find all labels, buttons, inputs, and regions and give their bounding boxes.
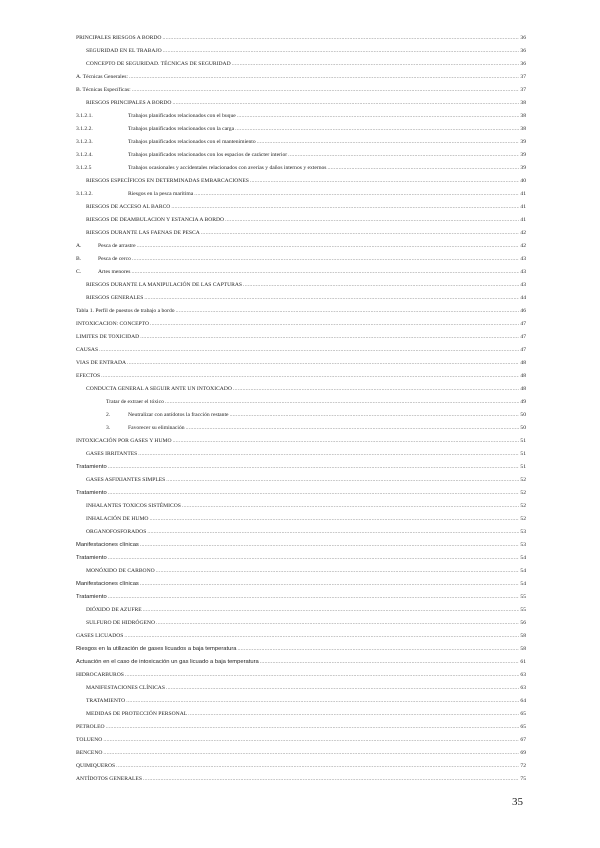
toc-leader-dots: [232, 58, 520, 71]
page-number: 35: [512, 796, 523, 808]
toc-entry-page: 47: [520, 334, 526, 340]
toc-entry[interactable]: [76, 552, 526, 565]
toc-entry-label: SULFURO DE HIDRÓGENO: [86, 620, 155, 626]
toc-leader-dots: [103, 747, 519, 760]
toc-entry-label: Favorecer su eliminación: [128, 425, 185, 431]
toc-entry[interactable]: [76, 721, 526, 734]
toc-entry[interactable]: [76, 513, 526, 526]
toc-leader-dots: [156, 617, 519, 630]
toc-entry-label: Riesgos en la pesca marítima: [128, 191, 194, 197]
toc-entry-page: 52: [520, 477, 526, 483]
toc-leader-dots: [101, 370, 519, 383]
toc-leader-dots: [140, 539, 520, 552]
toc-entry[interactable]: [76, 695, 526, 708]
toc-entry[interactable]: [76, 136, 526, 149]
toc-leader-dots: [108, 461, 520, 474]
toc-leader-dots: [257, 136, 520, 149]
toc-entry[interactable]: [76, 500, 526, 513]
toc-entry-page: 54: [520, 581, 526, 587]
toc-entry-page: 43: [520, 256, 526, 262]
toc-leader-dots: [137, 240, 520, 253]
toc-entry-label: Tratamiento: [76, 594, 107, 600]
toc-entry-label: INHALANTES TOXICOS SISTÉMICOS: [86, 503, 181, 509]
toc-entry-label: SEGURIDAD EN EL TRABAJO: [86, 48, 162, 54]
toc-leader-dots: [250, 175, 520, 188]
toc-entry-page: 39: [520, 139, 526, 145]
toc-entry[interactable]: [76, 162, 526, 175]
toc-entry[interactable]: [76, 45, 526, 58]
toc-entry[interactable]: [76, 331, 526, 344]
toc-entry[interactable]: [76, 448, 526, 461]
toc-entry-label: Neutralizar con antídotos la fracción restante: [128, 412, 229, 418]
toc-entry-label: TRATAMIENTO: [86, 698, 126, 704]
toc-leader-dots: [99, 344, 519, 357]
toc-entry-page: 51: [520, 438, 526, 444]
toc-entry-page: 37: [520, 87, 526, 93]
toc-leader-dots: [182, 500, 520, 513]
toc-leader-dots: [327, 162, 519, 175]
toc-entry-page: 42: [520, 243, 526, 249]
toc-entry-label: CONCEPTO DE SEGURIDAD. TÉCNICAS DE SEGURIDAD: [86, 61, 231, 67]
toc-entry-number: B.: [76, 256, 82, 262]
toc-entry-page: 39: [520, 152, 526, 158]
toc-leader-dots: [166, 474, 519, 487]
toc-entry-label: Pesca de cerco: [98, 256, 131, 262]
toc-entry-label: RIESGOS GENERALES: [86, 295, 144, 301]
toc-entry-page: 38: [520, 126, 526, 132]
toc-entry[interactable]: [76, 708, 526, 721]
toc-entry[interactable]: [76, 656, 526, 669]
toc-entry[interactable]: [76, 357, 526, 370]
toc-entry-label: RIESGOS PRINCIPALES A BORDO: [86, 100, 172, 106]
toc-leader-dots: [131, 266, 519, 279]
toc-entry-page: 44: [520, 295, 526, 301]
toc-entry-label: INHALACIÓN DE HUMO: [86, 516, 149, 522]
toc-entry[interactable]: [76, 344, 526, 357]
toc-entry[interactable]: [76, 578, 526, 591]
toc-leader-dots: [108, 487, 520, 500]
toc-leader-dots: [194, 188, 519, 201]
toc-entry-label: CAUSAS: [76, 347, 99, 353]
toc-entry-label: Pesca de arrastre: [98, 243, 136, 249]
toc-entry[interactable]: [76, 201, 526, 214]
toc-entry-label: Artes menores: [98, 269, 131, 275]
toc-entry-page: 48: [520, 386, 526, 392]
toc-entry-page: 50: [520, 412, 526, 418]
toc-entry-page: 63: [520, 685, 526, 691]
toc-entry[interactable]: [76, 123, 526, 136]
toc-entry-number: 3.1.3.2.: [76, 191, 93, 197]
toc-entry-number: 3.1.2.3.: [76, 139, 93, 145]
toc-leader-dots: [108, 552, 520, 565]
toc-entry-number: C.: [76, 269, 82, 275]
toc-leader-dots: [288, 149, 519, 162]
toc-leader-dots: [127, 357, 519, 370]
toc-entry-label: Tabla 1. Perfil de puestos de trabajo a bordo: [76, 308, 175, 314]
toc-entry-label: Trabajos planificados relacionados con el mantenimiento: [128, 139, 256, 145]
toc-entry[interactable]: [76, 370, 526, 383]
toc-entry-label: HIDROCARBUROS: [76, 672, 124, 678]
toc-entry-page: 56: [520, 620, 526, 626]
toc-entry-page: 52: [520, 516, 526, 522]
toc-entry-label: DIÓXIDO DE AZUFRE: [86, 607, 142, 613]
toc-entry-page: 41: [520, 204, 526, 210]
toc-entry-number: 3.1.2.1.: [76, 113, 93, 119]
toc-leader-dots: [143, 773, 519, 786]
toc-entry[interactable]: [76, 305, 526, 318]
toc-entry-label: Actuación en el caso de intoxicación un gas licuado a baja temperatura: [76, 659, 259, 665]
toc-entry[interactable]: [76, 214, 526, 227]
toc-entry-page: 43: [520, 282, 526, 288]
toc-entry-page: 53: [520, 529, 526, 535]
toc-leader-dots: [172, 97, 519, 110]
toc-entry[interactable]: [76, 175, 526, 188]
toc-entry-label: PRINCIPALES RIESGOS A BORDO: [76, 35, 162, 41]
toc-leader-dots: [201, 227, 520, 240]
toc-entry-label: ANTÍDOTOS GENERALES: [76, 776, 142, 782]
toc-entry[interactable]: [76, 760, 526, 773]
toc-entry-number: 3.: [106, 425, 111, 431]
toc-entry-page: 75: [520, 776, 526, 782]
toc-entry-page: 53: [520, 542, 526, 548]
toc-entry-label: Tratamiento: [76, 464, 107, 470]
toc-entry-page: 49: [520, 399, 526, 405]
toc-entry[interactable]: [76, 240, 526, 253]
toc-entry-page: 47: [520, 321, 526, 327]
toc-entry-number: 2.: [106, 412, 111, 418]
toc-entry[interactable]: [76, 58, 526, 71]
toc-entry-label: QUIMIQUEROS: [76, 763, 116, 769]
toc-leader-dots: [235, 123, 519, 136]
toc-leader-dots: [230, 409, 520, 422]
toc-entry[interactable]: [76, 669, 526, 682]
toc-entry[interactable]: [76, 461, 526, 474]
toc-entry-label: GASES IRRITANTES: [86, 451, 138, 457]
toc-leader-dots: [176, 305, 520, 318]
toc-leader-dots: [126, 695, 519, 708]
toc-leader-dots: [173, 435, 520, 448]
toc-entry-page: 51: [520, 451, 526, 457]
toc-entry-number: A.: [76, 243, 82, 249]
toc-entry-number: 3.1.2.4.: [76, 152, 93, 158]
toc-entry-page: 48: [520, 360, 526, 366]
toc-entry-label: PETROLEO: [76, 724, 105, 730]
toc-entry[interactable]: [76, 253, 526, 266]
toc-entry[interactable]: [76, 266, 526, 279]
toc-entry[interactable]: [76, 110, 526, 123]
toc-entry-page: 61: [520, 659, 526, 665]
toc-entry[interactable]: [76, 396, 526, 409]
toc-entry-label: GASES ASFIXIANTES SIMPLES: [86, 477, 166, 483]
toc-leader-dots: [188, 708, 519, 721]
toc-entry[interactable]: [76, 565, 526, 578]
toc-leader-dots: [124, 630, 519, 643]
toc-leader-dots: [150, 318, 519, 331]
toc-entry[interactable]: [76, 71, 526, 84]
toc-entry[interactable]: [76, 318, 526, 331]
toc-leader-dots: [116, 760, 519, 773]
toc-leader-dots: [149, 513, 519, 526]
toc-entry-page: 46: [520, 308, 526, 314]
toc-entry-page: 42: [520, 230, 526, 236]
toc-entry[interactable]: [76, 32, 526, 45]
toc-entry-label: RIESGOS DE DEAMBULACION Y ESTANCIA A BORDO: [86, 217, 225, 223]
toc-entry-label: ORGANOFOSFORADOS: [86, 529, 147, 535]
toc-entry-label: B. Técnicas Específicas:: [76, 87, 131, 93]
toc-leader-dots: [132, 84, 520, 97]
toc-entry[interactable]: [76, 747, 526, 760]
toc-entry-label: Trabajos ocasionales y accidentales relacionados con averías y daños internos y externos: [128, 165, 327, 171]
toc-entry-page: 54: [520, 568, 526, 574]
toc-entry-label: Tratamiento: [76, 555, 107, 561]
toc-leader-dots: [243, 279, 519, 292]
toc-leader-dots: [166, 682, 519, 695]
toc-entry[interactable]: [76, 682, 526, 695]
toc-entry[interactable]: [76, 188, 526, 201]
toc-leader-dots: [165, 396, 520, 409]
toc-entry[interactable]: [76, 630, 526, 643]
toc-leader-dots: [140, 331, 519, 344]
toc-entry[interactable]: [76, 773, 526, 786]
toc-entry-page: 55: [520, 607, 526, 613]
toc-entry[interactable]: [76, 604, 526, 617]
toc-entry-label: TOLUENO: [76, 737, 103, 743]
toc-leader-dots: [125, 669, 520, 682]
toc-entry-page: 48: [520, 373, 526, 379]
toc-entry-page: 39: [520, 165, 526, 171]
toc-entry-label: LIMITES DE TOXICIDAD: [76, 334, 140, 340]
toc-entry-label: Riesgos en la utilización de gases licuados a baja temperatura: [76, 646, 237, 652]
toc-leader-dots: [237, 110, 520, 123]
toc-entry-page: 72: [520, 763, 526, 769]
toc-entry-label: EFECTOS: [76, 373, 101, 379]
toc-entry[interactable]: [76, 734, 526, 747]
toc-entry-label: GASES LICUADOS: [76, 633, 124, 639]
toc-leader-dots: [260, 656, 520, 669]
toc-entry-label: CONDUCTA GENERAL A SEGUIR ANTE UN INTOXICADO: [86, 386, 232, 392]
toc-leader-dots: [233, 383, 519, 396]
toc-entry-page: 69: [520, 750, 526, 756]
toc-leader-dots: [103, 734, 519, 747]
toc-entry[interactable]: [76, 487, 526, 500]
toc-entry-page: 65: [520, 711, 526, 717]
toc-entry[interactable]: [76, 422, 526, 435]
toc-entry-page: 40: [520, 178, 526, 184]
toc-entry-page: 36: [520, 35, 526, 41]
toc-entry[interactable]: [76, 591, 526, 604]
toc-entry-page: 36: [520, 48, 526, 54]
toc-leader-dots: [144, 292, 519, 305]
toc-entry[interactable]: [76, 409, 526, 422]
toc-entry-page: 64: [520, 698, 526, 704]
toc-entry-label: A. Técnicas Generales:: [76, 74, 128, 80]
toc-leader-dots: [138, 448, 519, 461]
toc-entry[interactable]: [76, 435, 526, 448]
toc-entry-number: 3.1.2.2.: [76, 126, 93, 132]
toc-entry-label: INTOXICACION: CONCEPTO: [76, 321, 149, 327]
toc-entry-page: 37: [520, 74, 526, 80]
toc-entry-label: Manifestaciones clínicas: [76, 542, 139, 548]
toc-entry[interactable]: [76, 383, 526, 396]
toc-entry-label: VIAS DE ENTRADA: [76, 360, 127, 366]
toc-entry-label: MEDIDAS DE PROTECCIÓN PERSONAL: [86, 711, 188, 717]
toc-entry-page: 43: [520, 269, 526, 275]
toc-entry-page: 38: [520, 113, 526, 119]
toc-entry-page: 47: [520, 347, 526, 353]
toc-leader-dots: [225, 214, 519, 227]
toc-entry-label: RIESGOS DURANTE LAS FAENAS DE PESCA: [86, 230, 200, 236]
toc-entry-page: 52: [520, 503, 526, 509]
toc-leader-dots: [162, 32, 519, 45]
toc-entry-page: 65: [520, 724, 526, 730]
toc-entry-page: 54: [520, 555, 526, 561]
toc-entry[interactable]: [76, 617, 526, 630]
toc-entry[interactable]: [76, 97, 526, 110]
toc-leader-dots: [156, 565, 520, 578]
toc-entry-label: Tratar de extraer el tóxico: [106, 399, 164, 405]
toc-entry-page: 38: [520, 100, 526, 106]
toc-entry-page: 51: [520, 464, 526, 470]
toc-entry[interactable]: [76, 474, 526, 487]
toc-entry-label: MANIFESTACIONES CLÍNICAS: [86, 685, 165, 691]
toc-leader-dots: [140, 578, 520, 591]
toc-entry-label: Trabajos planificados relacionados con el buque: [128, 113, 236, 119]
toc-entry[interactable]: [76, 149, 526, 162]
toc-entry-number: 3.1.2.5: [76, 165, 92, 171]
toc-entry-page: 63: [520, 672, 526, 678]
toc-entry-label: Tratamiento: [76, 490, 107, 496]
toc-leader-dots: [129, 71, 519, 84]
toc-entry[interactable]: [76, 292, 526, 305]
toc-entry-label: MONÓXIDO DE CARBONO: [86, 568, 155, 574]
toc-leader-dots: [106, 721, 520, 734]
toc-entry-label: RIESGOS DE ACCESO AL BARCO: [86, 204, 171, 210]
toc-entry-page: 41: [520, 217, 526, 223]
toc-leader-dots: [237, 643, 519, 656]
toc-entry[interactable]: [76, 643, 526, 656]
toc-entry-page: 67: [520, 737, 526, 743]
table-of-contents: [76, 32, 526, 786]
toc-leader-dots: [108, 591, 520, 604]
toc-entry-page: 58: [520, 633, 526, 639]
toc-entry[interactable]: [76, 539, 526, 552]
toc-entry-label: RIESGOS ESPECÍFICOS EN DETERMINADAS EMBARCACIONES: [86, 178, 249, 184]
toc-leader-dots: [143, 604, 520, 617]
toc-entry-label: INTOXICACIÓN POR GASES Y HUMO: [76, 438, 172, 444]
toc-entry[interactable]: [76, 227, 526, 240]
toc-entry-page: 50: [520, 425, 526, 431]
toc-leader-dots: [163, 45, 520, 58]
toc-entry-page: 41: [520, 191, 526, 197]
toc-entry[interactable]: [76, 84, 526, 97]
toc-entry-label: Trabajos planificados relacionados con la carga: [128, 126, 235, 132]
toc-leader-dots: [171, 201, 519, 214]
toc-entry-page: 36: [520, 61, 526, 67]
toc-entry-page: 55: [520, 594, 526, 600]
toc-leader-dots: [147, 526, 519, 539]
toc-entry-label: Manifestaciones clínicas: [76, 581, 139, 587]
toc-entry-label: RIESGOS DURANTE LA MANIPULACIÓN DE LAS CAPTURAS: [86, 282, 243, 288]
toc-entry[interactable]: [76, 279, 526, 292]
toc-entry-label: BENCENO: [76, 750, 103, 756]
toc-entry-page: 52: [520, 490, 526, 496]
toc-leader-dots: [186, 422, 520, 435]
toc-leader-dots: [132, 253, 519, 266]
toc-entry[interactable]: [76, 526, 526, 539]
toc-entry-label: Trabajos planificados relacionados con los espacios de carácter interior: [128, 152, 288, 158]
toc-entry-page: 58: [520, 646, 526, 652]
